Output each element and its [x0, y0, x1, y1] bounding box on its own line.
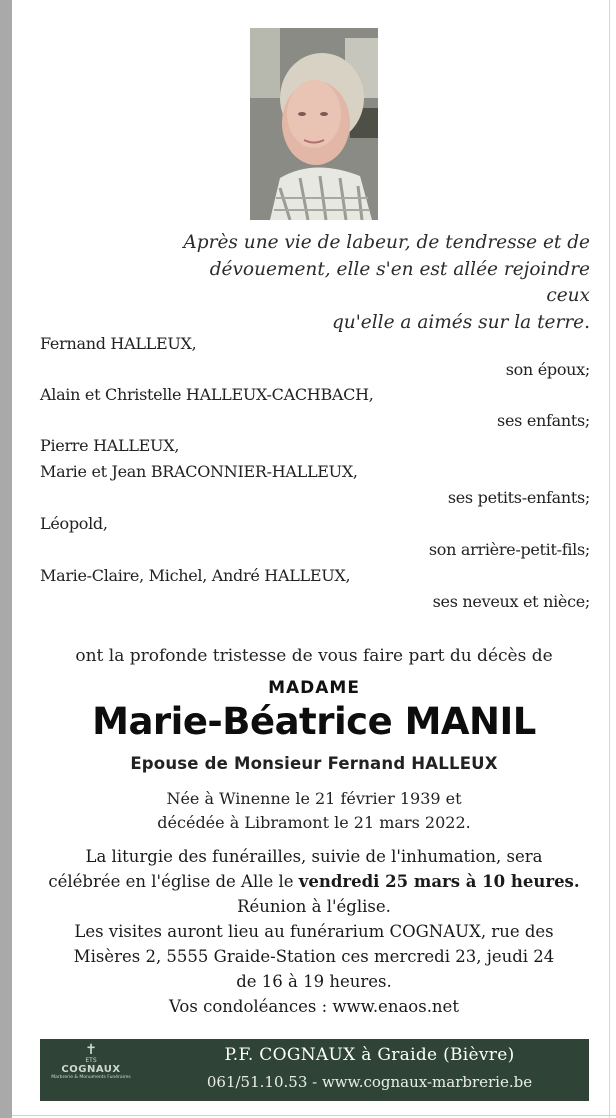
family-relation: ses enfants;: [497, 411, 590, 430]
deceased-portrait-photo: [250, 28, 378, 220]
funeral-datetime: vendredi 25 mars à 10 heures.: [298, 872, 580, 891]
funeral-details: [12, 844, 616, 1019]
funeral-home-contact: 061/51.10.53 - www.cognaux-marbrerie.be: [206, 1073, 533, 1091]
funeral-home-logo: ✝ ETS COGNAUX Marbrerie & Monuments Funéraires: [44, 1043, 138, 1097]
memorial-quote: [170, 230, 590, 336]
funeral-home-name: P.F. COGNAUX à Graide (Bièvre): [224, 1045, 515, 1065]
deceased-name: Marie-Béatrice MANIL: [92, 700, 536, 743]
funeral-line: de 16 à 19 heures.: [236, 972, 392, 991]
quote-line: dévouement, elle s'en est allée rejoindre ceux: [209, 258, 590, 306]
family-relation: son époux;: [505, 360, 590, 379]
family-name: Marie et Jean BRACONNIER-HALLEUX,: [40, 462, 358, 481]
condolences-line: Vos condoléances : www.enaos.net: [169, 997, 459, 1016]
funeral-church: célébrée en l'église de Alle le: [48, 872, 299, 891]
funeral-line: La liturgie des funérailles, suivie de l'inhumation, sera: [85, 847, 543, 866]
birth-death-info: [12, 787, 616, 835]
cross-icon: ✝: [85, 1042, 97, 1058]
left-border-bar: [0, 0, 12, 1118]
announcement-intro: ont la profonde tristesse de vous faire part du décès de: [75, 646, 553, 666]
birth-line: Née à Winenne le 21 février 1939 et: [166, 789, 462, 808]
bottom-border-line: [12, 1115, 616, 1116]
family-relation: son arrière-petit-fils;: [428, 540, 590, 559]
spouse-line: Epouse de Monsieur Fernand HALLEUX: [130, 754, 498, 773]
funeral-line: Misères 2, 5555 Graide-Station ces mercredi 23, jeudi 24: [73, 947, 555, 966]
funeral-line: Les visites auront lieu au funérarium COGNAUX, rue des: [74, 922, 554, 941]
family-name: Marie-Claire, Michel, André HALLEUX,: [40, 566, 351, 585]
family-name: Fernand HALLEUX,: [40, 334, 197, 353]
family-name: Léopold,: [40, 514, 108, 533]
family-name: Pierre HALLEUX,: [40, 436, 180, 455]
deceased-title: MADAME: [268, 678, 360, 698]
death-line: décédée à Libramont le 21 mars 2022.: [157, 813, 471, 832]
family-relation: ses petits-enfants;: [447, 488, 590, 507]
family-name: Alain et Christelle HALLEUX-CACHBACH,: [40, 385, 374, 404]
funeral-line: Réunion à l'église.: [237, 897, 391, 916]
quote-line: qu'elle a aimés sur la terre.: [331, 311, 590, 333]
quote-line: Après une vie de labeur, de tendresse et de: [183, 232, 590, 253]
funeral-home-banner: [40, 1039, 589, 1101]
funeral-date-line: [12, 869, 616, 894]
family-relation: ses neveux et nièce;: [432, 592, 590, 611]
